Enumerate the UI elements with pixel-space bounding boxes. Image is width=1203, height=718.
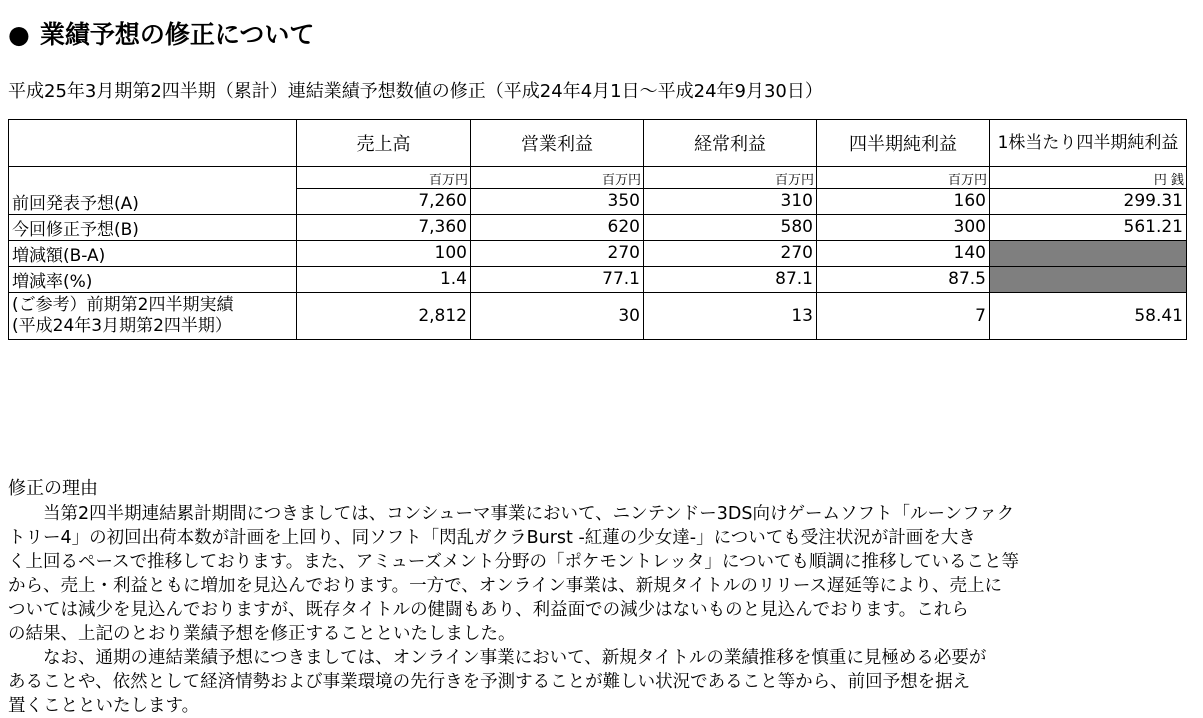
value-cell: 140 xyxy=(817,240,990,266)
unit-cell: 百万円 xyxy=(471,167,644,189)
row-label: 今回修正予想(B) xyxy=(9,214,297,240)
unit-cell: 円 銭 xyxy=(990,167,1187,189)
row-label: 前回発表予想(A) xyxy=(9,189,297,215)
value-cell: 7,360 xyxy=(297,214,471,240)
units-label-cell xyxy=(9,167,297,189)
header-eps: 1株当たり四半期純利益 xyxy=(990,120,1187,167)
forecast-table xyxy=(8,119,1187,340)
table-row-revised-forecast xyxy=(9,214,1187,240)
text-line: から、売上・利益ともに増加を見込んでおります。一方で、オンライン事業は、新規タイトルのリリース遅延等により、売上に xyxy=(8,576,1002,596)
text-line: なお、通期の連結業績予想につきましては、オンライン事業において、新規タイトルの業績推移を慎重に見極める必要が xyxy=(43,648,987,668)
value-cell: 310 xyxy=(644,189,817,215)
unit-cell: 百万円 xyxy=(817,167,990,189)
value-cell: 270 xyxy=(471,240,644,266)
text-line: く上回るペースで推移しております。また、アミューズメント分野の「ポケモントレッタ」についても順調に推移していること等 xyxy=(8,552,1019,572)
header-net-income: 四半期純利益 xyxy=(817,120,990,167)
reason-paragraph-1 xyxy=(8,502,1198,646)
row-label: 増減率(%) xyxy=(9,266,297,292)
header-row xyxy=(9,120,1187,167)
value-cell: 620 xyxy=(471,214,644,240)
table-row-change-rate xyxy=(9,266,1187,292)
reason-title: 修正の理由 xyxy=(8,478,98,499)
row-label-line: (平成24年3月期第2四半期） xyxy=(12,315,232,336)
unit-cell: 百万円 xyxy=(644,167,817,189)
table-row-prior-year-results xyxy=(9,292,1187,339)
value-cell: 13 xyxy=(644,292,817,339)
value-cell: 77.1 xyxy=(471,266,644,292)
value-cell: 30 xyxy=(471,292,644,339)
value-cell: 87.1 xyxy=(644,266,817,292)
reason-body xyxy=(8,502,1198,718)
text-line: ついては減少を見込んでおりますが、既存タイトルの健闘もあり、利益面での減少はないものと見込んでおります。これら xyxy=(8,600,969,620)
value-cell: 580 xyxy=(644,214,817,240)
units-row xyxy=(9,167,1187,189)
value-cell: 160 xyxy=(817,189,990,215)
shaded-cell xyxy=(990,240,1187,266)
header-corner-cell xyxy=(9,120,297,167)
header-net-sales: 売上高 xyxy=(297,120,471,167)
value-cell: 7,260 xyxy=(297,189,471,215)
table-row-previous-forecast xyxy=(9,189,1187,215)
reason-paragraph-2 xyxy=(8,646,1198,718)
row-label: 増減額(B-A) xyxy=(9,240,297,266)
value-cell: 7 xyxy=(817,292,990,339)
value-cell: 100 xyxy=(297,240,471,266)
table-row-change-amount xyxy=(9,240,1187,266)
unit-cell: 百万円 xyxy=(297,167,471,189)
shaded-cell xyxy=(990,266,1187,292)
bullet-icon: ● xyxy=(8,20,30,49)
value-cell: 561.21 xyxy=(990,214,1187,240)
value-cell: 299.31 xyxy=(990,189,1187,215)
row-label-line: (ご参考）前期第2四半期実績 xyxy=(12,294,234,315)
value-cell: 87.5 xyxy=(817,266,990,292)
text-line: トリー4」の初回出荷本数が計画を上回り、同ソフト「閃乱ガクラBurst -紅蓮の少女達-」についても受注状況が計画を大き xyxy=(8,528,976,548)
value-cell: 2,812 xyxy=(297,292,471,339)
value-cell: 58.41 xyxy=(990,292,1187,339)
text-line: 置くことといたします。 xyxy=(8,696,200,716)
value-cell: 270 xyxy=(644,240,817,266)
header-operating-income: 営業利益 xyxy=(471,120,644,167)
section-title: 業績予想の修正について xyxy=(39,20,315,49)
text-line: の結果、上記のとおり業績予想を修正することといたしました。 xyxy=(8,624,516,644)
row-label xyxy=(9,292,297,339)
value-cell: 1.4 xyxy=(297,266,471,292)
text-line: 当第2四半期連結累計期間につきましては、コンシューマ事業において、ニンテンドー3DS向けゲームソフト「ルーンファク xyxy=(43,504,1015,524)
table-caption: 平成25年3月期第2四半期（累計）連結業績予想数値の修正（平成24年4月1日～平成24年9月30日） xyxy=(8,81,823,102)
value-cell: 350 xyxy=(471,189,644,215)
section-heading xyxy=(8,16,314,54)
value-cell: 300 xyxy=(817,214,990,240)
text-line: あることや、依然として経済情勢および事業環境の先行きを予測することが難しい状況であること等から、前回予想を据え xyxy=(8,672,971,692)
header-ordinary-income: 経常利益 xyxy=(644,120,817,167)
